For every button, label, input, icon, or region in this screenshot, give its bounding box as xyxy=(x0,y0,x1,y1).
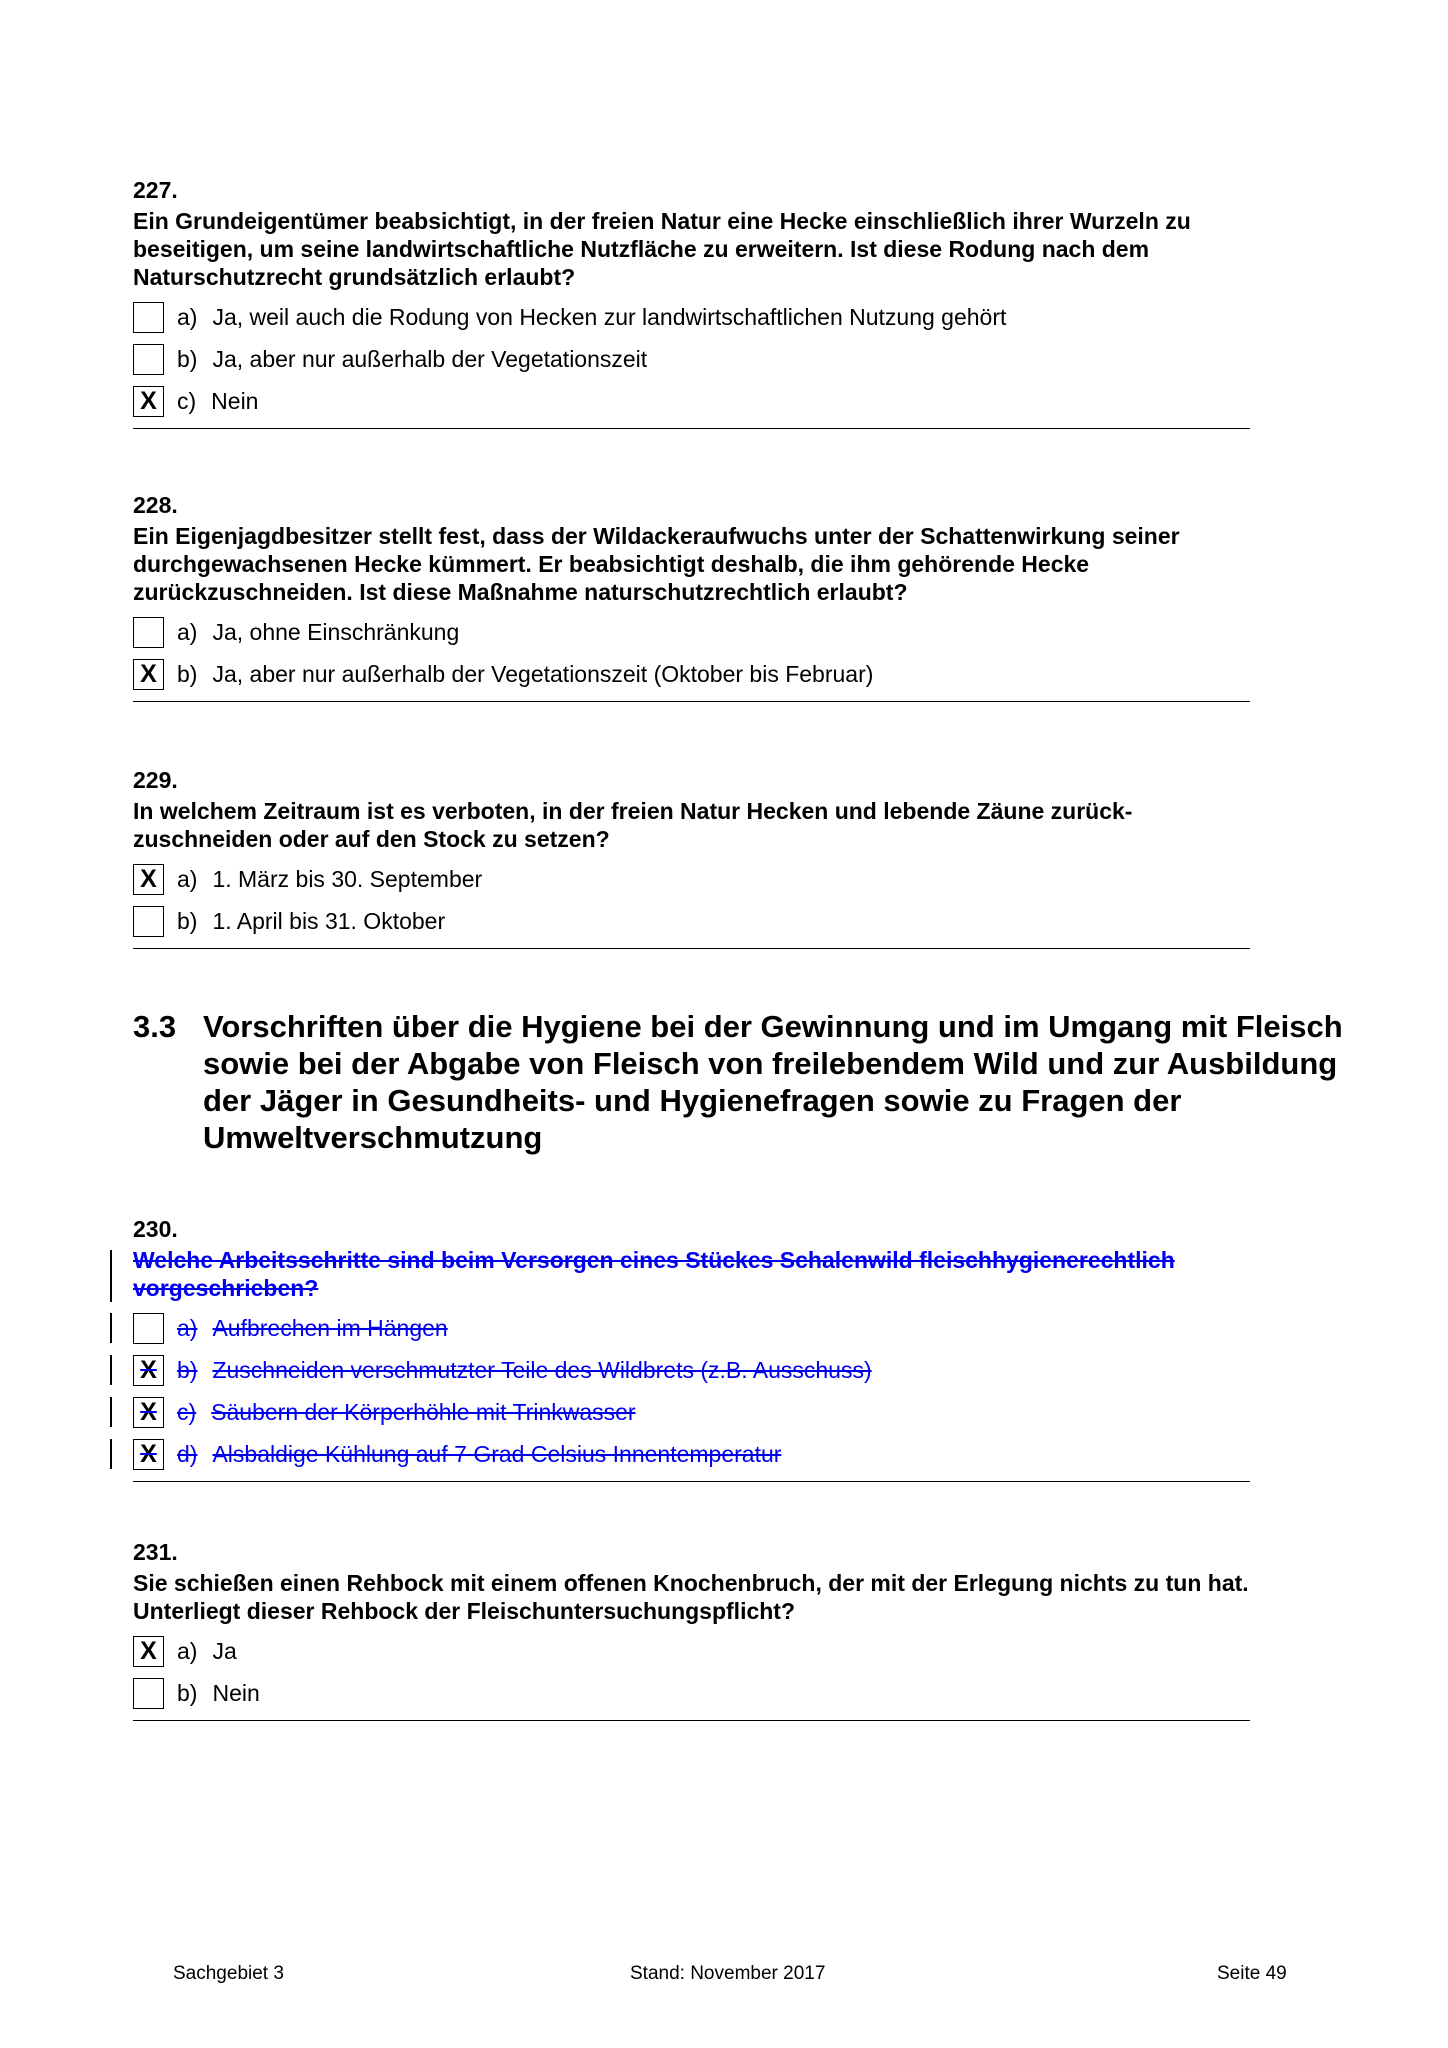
question-number: 229. xyxy=(133,767,178,793)
option-text: Nein xyxy=(212,1679,260,1706)
footer-page-number: Seite 49 xyxy=(1217,1963,1287,1984)
option-text: 1. April bis 31. Oktober xyxy=(212,907,446,934)
answer-checkbox[interactable] xyxy=(133,302,164,333)
question-divider xyxy=(133,948,1250,949)
option-letter: b) xyxy=(177,907,198,934)
answer-option-a[interactable] xyxy=(133,1307,1250,1349)
answer-option-b[interactable] xyxy=(133,900,1250,942)
question-230 xyxy=(133,1215,1250,1482)
check-mark: X xyxy=(140,1636,157,1665)
question-divider xyxy=(133,1720,1250,1721)
option-letter: d) xyxy=(177,1440,198,1467)
option-text: Ja, aber nur außerhalb der Vegetationszeit (Oktober bis Februar) xyxy=(212,660,874,687)
question-divider xyxy=(133,701,1250,702)
change-bar xyxy=(110,1397,112,1427)
question-number: 230. xyxy=(133,1216,178,1242)
question-229 xyxy=(133,766,1250,949)
answer-option-a[interactable] xyxy=(133,611,1250,653)
answer-option-a[interactable] xyxy=(133,296,1250,338)
answer-option-c[interactable] xyxy=(133,380,1250,422)
section-title: Vorschriften über die Hygiene bei der Gewinnung und im Umgang mit Fleisch sowie bei der Abgabe von Fleisch von freilebendem Wild und zur Ausbildung der Jäger in Gesundheits- und Hygienefragen sowie zu Fragen der Umweltverschmutzung xyxy=(203,1009,1343,1155)
option-text: Säubern der Körperhöhle mit Trinkwasser xyxy=(211,1398,636,1425)
answer-checkbox[interactable] xyxy=(133,1636,164,1667)
question-number: 228. xyxy=(133,492,178,518)
option-text: Alsbaldige Kühlung auf 7 Grad Celsius Innentemperatur xyxy=(212,1440,782,1467)
footer-left: Sachgebiet 3 xyxy=(173,1963,284,1984)
question-text: Ein Grundeigentümer beabsichtigt, in der freien Natur eine Hecke einschließlich ihrer Wurzeln zu beseitigen, um seine landwirtschaftliche Nutzfläche zu erweitern. Ist diese Rodung nach dem Naturschutzrecht grundsätzlich erlaubt? xyxy=(133,208,1191,290)
question-231 xyxy=(133,1538,1250,1721)
answer-checkbox[interactable] xyxy=(133,906,164,937)
option-letter: b) xyxy=(177,345,198,372)
answer-option-b[interactable] xyxy=(133,653,1250,695)
change-bar xyxy=(110,1355,112,1385)
option-letter: a) xyxy=(177,1637,198,1664)
answer-checkbox[interactable] xyxy=(133,1397,164,1428)
check-mark: X xyxy=(140,1355,157,1384)
answer-checkbox[interactable] xyxy=(133,1355,164,1386)
check-mark: X xyxy=(140,864,157,893)
answer-option-a[interactable] xyxy=(133,1630,1250,1672)
option-letter: a) xyxy=(177,865,198,892)
option-text: Ja, ohne Einschränkung xyxy=(212,618,460,645)
change-bar xyxy=(110,1439,112,1469)
answer-checkbox[interactable] xyxy=(133,386,164,417)
option-letter: b) xyxy=(177,1679,198,1706)
option-text: Zuschneiden verschmutzter Teile des Wildbrets (z.B. Ausschuss) xyxy=(212,1356,872,1383)
section-number: 3.3 xyxy=(133,1009,177,1044)
option-letter: a) xyxy=(177,303,198,330)
change-bar xyxy=(110,1250,112,1302)
option-letter: a) xyxy=(177,1314,198,1341)
answer-checkbox[interactable] xyxy=(133,1439,164,1470)
answer-checkbox[interactable] xyxy=(133,864,164,895)
answer-checkbox[interactable] xyxy=(133,1313,164,1344)
question-text: Welche Arbeitsschritte sind beim Versorgen eines Stückes Schalenwild fleischhygienerechtlich vorgeschrieben? xyxy=(133,1247,1175,1301)
question-number: 227. xyxy=(133,177,178,203)
answer-checkbox[interactable] xyxy=(133,659,164,690)
answer-checkbox[interactable] xyxy=(133,344,164,375)
question-228 xyxy=(133,491,1250,702)
question-divider xyxy=(133,1481,1250,1482)
option-letter: b) xyxy=(177,1356,198,1383)
answer-option-a[interactable] xyxy=(133,858,1250,900)
question-number: 231. xyxy=(133,1539,178,1565)
footer-center: Stand: November 2017 xyxy=(630,1963,826,1984)
answer-option-b[interactable] xyxy=(133,1672,1250,1714)
check-mark: X xyxy=(140,1397,157,1426)
answer-option-c[interactable] xyxy=(133,1391,1250,1433)
option-text: Ja xyxy=(212,1637,237,1664)
option-letter: a) xyxy=(177,618,198,645)
check-mark: X xyxy=(140,386,157,415)
answer-option-d[interactable] xyxy=(133,1433,1250,1475)
check-mark: X xyxy=(140,1439,157,1468)
question-text: In welchem Zeitraum ist es verboten, in der freien Natur Hecken und lebende Zäune zurück-zuschneiden oder auf den Stock zu setzen? xyxy=(133,798,1133,852)
question-227 xyxy=(133,176,1250,429)
option-text: 1. März bis 30. September xyxy=(212,865,483,892)
question-divider xyxy=(133,428,1250,429)
question-text: Ein Eigenjagdbesitzer stellt fest, dass der Wildackeraufwuchs unter der Schattenwirkung seiner durchgewachsenen Hecke kümmert. Er beabsichtigt deshalb, die ihm gehörende Hecke zurückzuschneiden. Ist diese Maßnahme naturschutzrechtlich erlaubt? xyxy=(133,523,1180,605)
option-text: Aufbrechen im Hängen xyxy=(212,1314,448,1341)
option-text: Ja, weil auch die Rodung von Hecken zur landwirtschaftlichen Nutzung gehört xyxy=(212,303,1007,330)
option-letter: c) xyxy=(177,387,197,414)
answer-checkbox[interactable] xyxy=(133,1678,164,1709)
question-text: Sie schießen einen Rehbock mit einem offenen Knochenbruch, der mit der Erlegung nichts zu tun hat. Unterliegt dieser Rehbock der Fleischuntersuchungspflicht? xyxy=(133,1570,1249,1624)
answer-option-b[interactable] xyxy=(133,338,1250,380)
option-letter: b) xyxy=(177,660,198,687)
section-heading xyxy=(133,1008,1363,1156)
option-text: Nein xyxy=(211,387,259,414)
question-text-wrap xyxy=(133,1246,1250,1302)
answer-checkbox[interactable] xyxy=(133,617,164,648)
option-letter: c) xyxy=(177,1398,197,1425)
option-text: Ja, aber nur außerhalb der Vegetationszeit xyxy=(212,345,648,372)
check-mark: X xyxy=(140,659,157,688)
change-bar xyxy=(110,1313,112,1343)
answer-option-b[interactable] xyxy=(133,1349,1250,1391)
